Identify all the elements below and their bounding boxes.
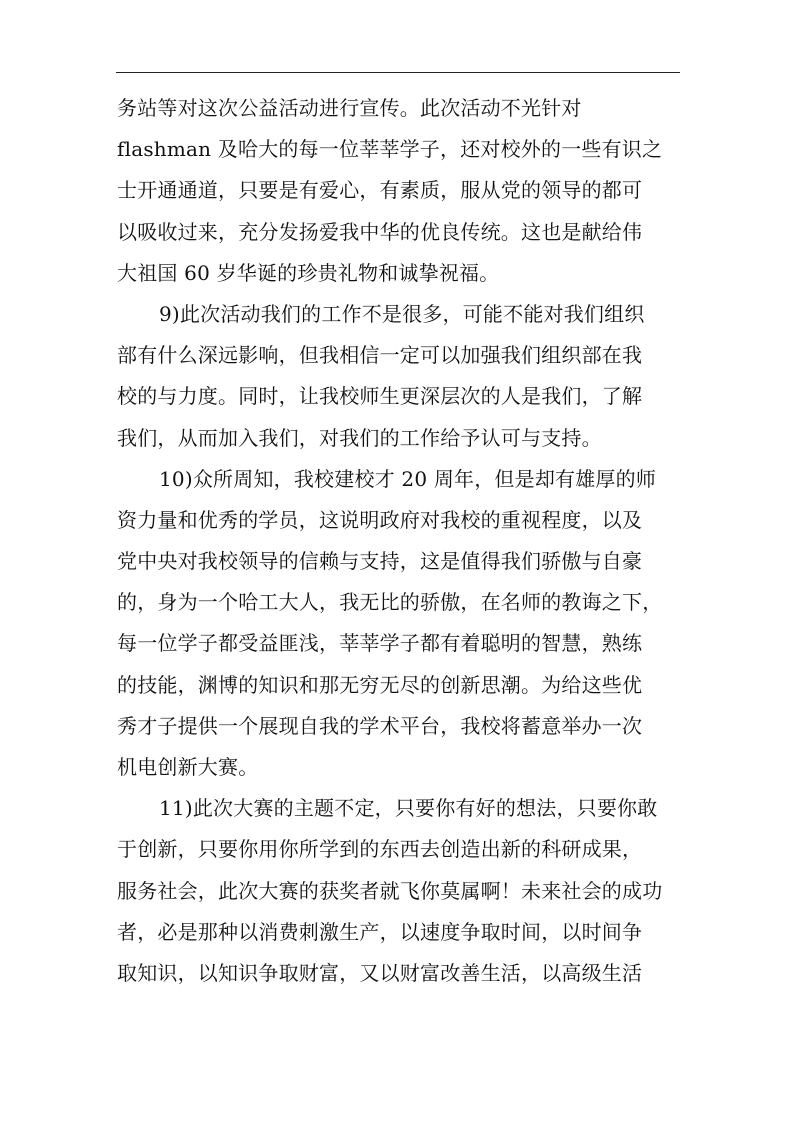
text-line: 的技能，渊博的知识和那无穷无尽的创新思潮。为给这些优 [117,672,643,697]
text-line: 9)此次活动我们的工作不是很多，可能不能对我们组织 [159,301,645,326]
text-line: 者，必是那种以消费刺激生产，以速度争取时间，以时间争 [117,919,643,944]
header-rule [116,72,680,73]
text-line: 以吸收过来，充分发扬爱我中华的优良传统。这也是献给伟 [117,219,643,244]
text-line: 10)众所周知，我校建校才 20 周年，但是却有雄厚的师 [159,466,657,491]
document-body [117,88,677,994]
text-line: 每一位学子都受益匪浅，莘莘学子都有着聪明的智慧，熟练 [117,631,643,656]
text-line: 11)此次大赛的主题不定，只要你有好的想法，只要你敢 [159,796,658,821]
text-line: 校的与力度。同时，让我校师生更深层次的人是我们，了解 [117,384,643,409]
paragraph-1 [117,88,677,294]
text-line: 资力量和优秀的学员，这说明政府对我校的重视程度，以及 [117,507,643,532]
text-line: 务站等对这次公益活动进行宣传。此次活动不光针对 [117,96,582,120]
text-line: 党中央对我校领导的信赖与支持，这是值得我们骄傲与自豪 [117,549,643,574]
paragraph-4 [117,788,677,994]
text-line: 秀才子提供一个展现自我的学术平台，我校将蓄意举办一次 [117,713,643,738]
text-line: 我们，从而加入我们，对我们的工作给予认可与支持。 [117,425,602,450]
text-line: 取知识，以知识争取财富，又以财富改善生活，以高级生活 [117,960,643,985]
text-line: 士开通通道，只要是有爱心，有素质，服从党的领导的都可 [117,178,643,203]
text-line: flashman 及哈大的每一位莘莘学子，还对校外的一些有识之 [117,137,663,162]
text-line: 大祖国 60 岁华诞的珍贵礼物和诚挚祝福。 [117,260,500,285]
paragraph-3 [117,459,677,789]
text-line: 服务社会，此次大赛的获奖者就飞你莫属啊！未来社会的成功 [117,878,663,903]
text-line: 的，身为一个哈工大人，我无比的骄傲，在名师的教诲之下， [117,590,663,615]
paragraph-2 [117,294,677,459]
text-line: 部有什么深远影响，但我相信一定可以加强我们组织部在我 [117,343,643,368]
text-line: 机电创新大赛。 [117,755,259,779]
text-line: 于创新，只要你用你所学到的东西去创造出新的科研成果， [117,837,643,862]
